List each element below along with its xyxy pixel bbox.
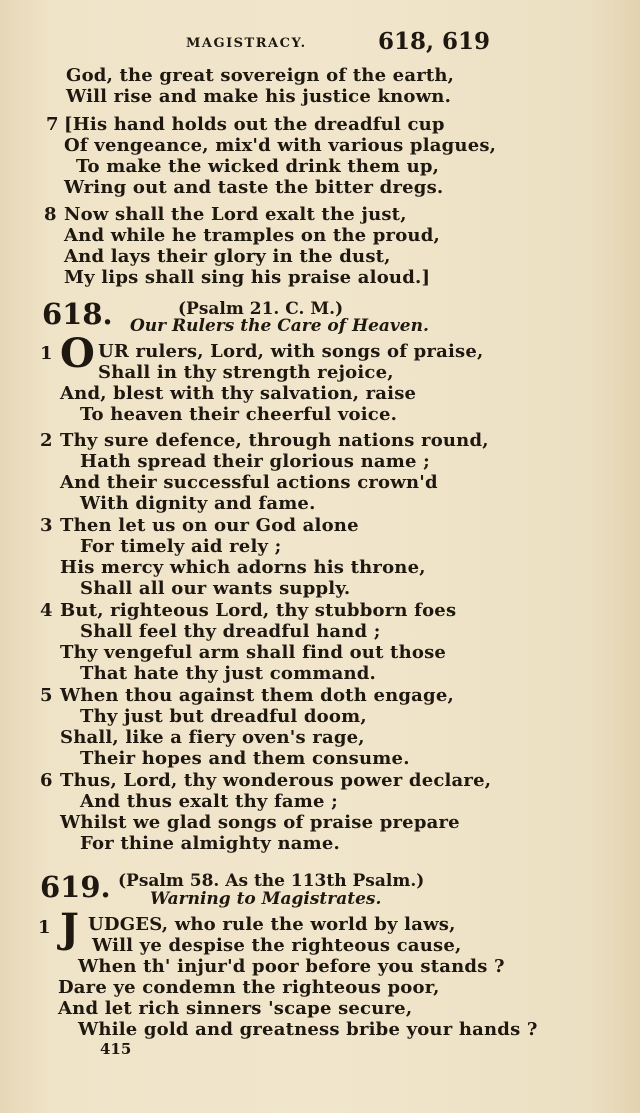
- verse-line: Of vengeance, mix'd with various plagues,: [64, 135, 497, 156]
- stanza-number: 3: [40, 515, 53, 536]
- verse-line: Wring out and taste the bitter dregs.: [64, 177, 444, 198]
- verse-line: Shall in thy strength rejoice,: [98, 362, 394, 383]
- verse-line: Shall, like a fiery oven's rage,: [60, 727, 365, 748]
- verse-line: Thy vengeful arm shall find out those: [60, 642, 447, 663]
- verse-line: To heaven their cheerful voice.: [80, 404, 398, 425]
- verse-line: For thine almighty name.: [80, 833, 341, 854]
- verse-line: And thus exalt thy fame ;: [80, 791, 339, 812]
- verse-line: That hate thy just command.: [80, 663, 377, 684]
- verse-line: Shall all our wants supply.: [80, 578, 351, 599]
- verse-line: When th' injur'd poor before you stands ?: [78, 956, 505, 977]
- hymn-meta: (Psalm 21. C. M.): [178, 299, 344, 319]
- verse-line: Dare ye condemn the righteous poor,: [58, 977, 440, 998]
- verse-line: To make the wicked drink them up,: [76, 156, 440, 177]
- verse-line: His mercy which adorns his throne,: [60, 557, 426, 578]
- stanza-number: 8: [44, 204, 57, 225]
- hymn-meta: (Psalm 58. As the 113th Psalm.): [118, 871, 425, 891]
- stanza-number: 6: [40, 770, 53, 791]
- stanza-number: 1: [40, 343, 53, 364]
- verse-line: When thou against them doth engage,: [60, 685, 454, 706]
- verse-line: And lays their glory in the dust,: [64, 246, 391, 267]
- running-head-hymn-numbers: 618, 619: [377, 28, 490, 55]
- verse-line: And their successful actions crown'd: [60, 472, 438, 493]
- verse-line: For timely aid rely ;: [80, 536, 282, 557]
- verse-line: Shall feel thy dreadful hand ;: [80, 621, 381, 642]
- verse-line: Will rise and make his justice known.: [66, 86, 452, 107]
- verse-line: Thus, Lord, thy wonderous power declare,: [60, 770, 492, 791]
- verse-line: Now shall the Lord exalt the just,: [64, 204, 407, 225]
- verse-line: And let rich sinners 'scape secure,: [58, 998, 413, 1019]
- drop-cap: O: [60, 330, 95, 377]
- verse-line: Thy sure defence, through nations round,: [60, 430, 489, 451]
- verse-line: God, the great sovereign of the earth,: [66, 65, 455, 86]
- hymn-number: 618.: [42, 297, 113, 331]
- verse-line: With dignity and fame.: [80, 493, 316, 514]
- hymn-number: 619.: [40, 870, 111, 904]
- stanza-number: 1: [38, 917, 51, 938]
- verse-line: Hath spread their glorious name ;: [80, 451, 430, 472]
- running-head: [180, 28, 490, 58]
- verse-line: [His hand holds out the dreadful cup: [64, 114, 445, 135]
- verse-line: Their hopes and them consume.: [80, 748, 410, 769]
- verse-line: But, righteous Lord, thy stubborn foes: [60, 600, 457, 621]
- page-number: 415: [100, 1040, 132, 1058]
- verse-line: And while he tramples on the proud,: [64, 225, 440, 246]
- stanza-number: 7: [46, 114, 59, 135]
- verse-line: Whilst we glad songs of praise prepare: [60, 812, 460, 833]
- verse-line: UR rulers, Lord, with songs of praise,: [98, 341, 484, 362]
- verse-line: My lips shall sing his praise aloud.]: [64, 267, 431, 288]
- verse-line: UDGES, who rule the world by laws,: [88, 914, 456, 935]
- verse-line: While gold and greatness bribe your hands ?: [78, 1019, 538, 1040]
- verse-line: And, blest with thy salvation, raise: [60, 383, 417, 404]
- verse-line: Will ye despise the righteous cause,: [92, 935, 462, 956]
- drop-cap: J: [60, 905, 79, 952]
- stanza-number: 4: [40, 600, 53, 621]
- stanza-number: 5: [40, 685, 53, 706]
- verse-line: Thy just but dreadful doom,: [80, 706, 367, 727]
- stanza-number: 2: [40, 430, 53, 451]
- hymn-subtitle: Warning to Magistrates.: [150, 889, 382, 909]
- verse-line: Then let us on our God alone: [60, 515, 359, 536]
- hymn-subtitle: Our Rulers the Care of Heaven.: [130, 316, 429, 336]
- running-head-title: MAGISTRACY.: [186, 36, 307, 51]
